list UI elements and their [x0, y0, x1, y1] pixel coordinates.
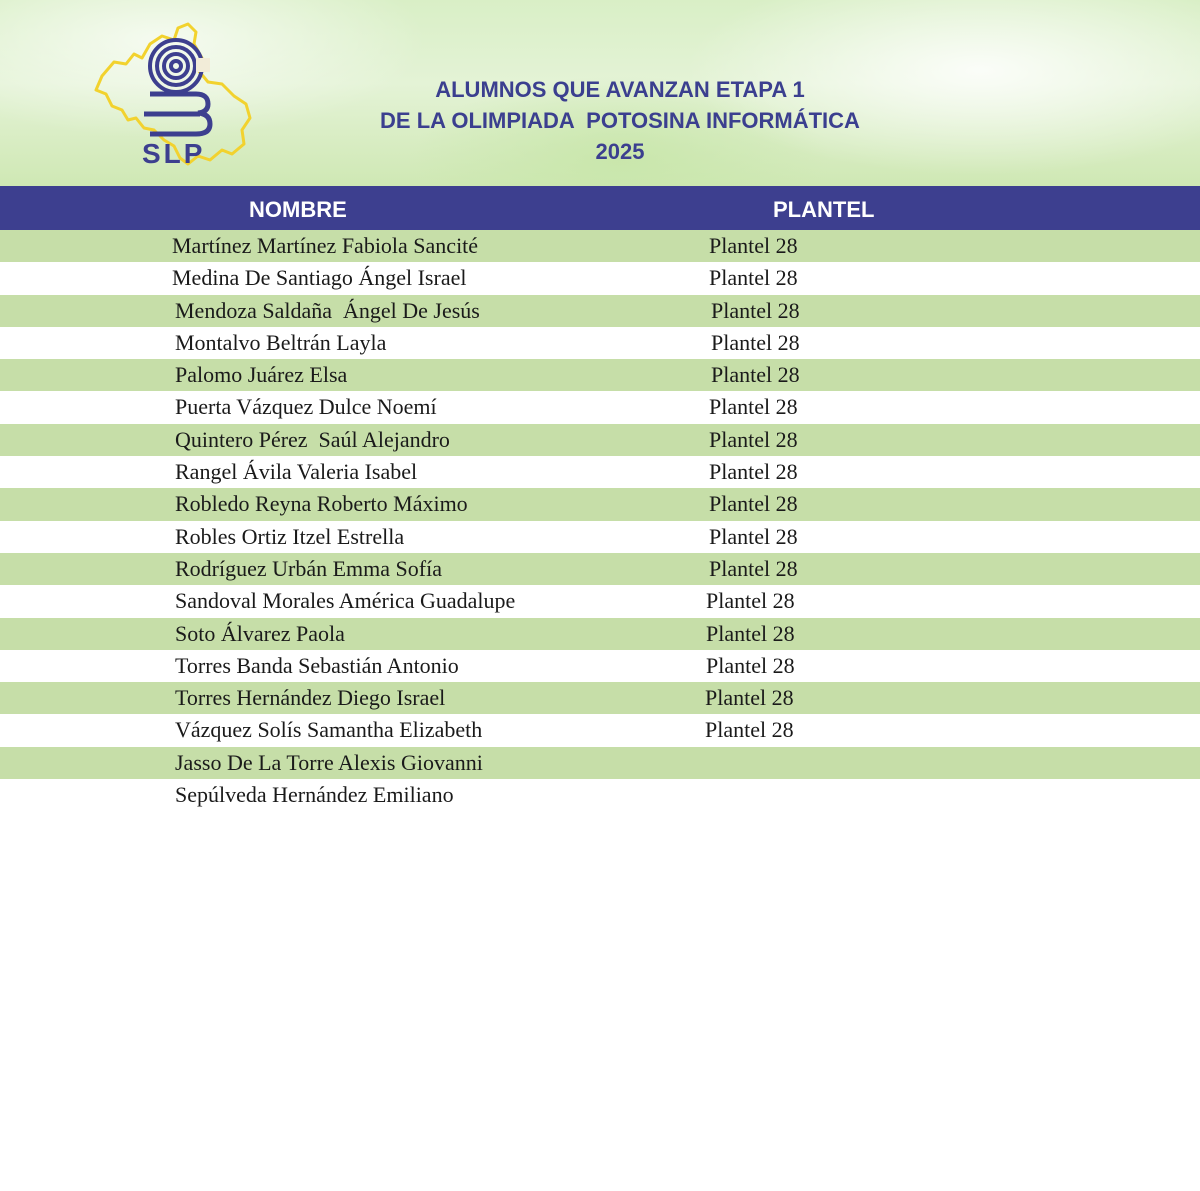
page-title	[300, 74, 940, 167]
table-header	[0, 186, 1200, 230]
table-row	[0, 488, 1200, 520]
student-plantel: Plantel 28	[709, 394, 798, 420]
student-name: Robles Ortiz Itzel Estrella	[175, 523, 405, 549]
student-name: Rangel Ávila Valeria Isabel	[175, 459, 418, 485]
student-name: Martínez Martínez Fabiola Sancité	[172, 233, 479, 258]
column-header-name: NOMBRE	[249, 197, 347, 222]
spiral-icon	[150, 40, 202, 92]
student-plantel: Plantel 28	[711, 329, 800, 355]
student-name: Torres Banda Sebastián Antonio	[175, 652, 459, 678]
header-banner	[0, 0, 1200, 186]
table-row	[0, 714, 1200, 746]
student-plantel: Plantel 28	[709, 459, 798, 485]
student-name: Torres Hernández Diego Israel	[175, 685, 446, 711]
student-plantel: Plantel 28	[706, 588, 795, 614]
student-name: Quintero Pérez Saúl Alejandro	[175, 426, 450, 452]
student-plantel: Plantel 28	[709, 491, 798, 517]
student-plantel: Plantel 28	[711, 362, 800, 388]
table-row	[0, 424, 1200, 456]
student-plantel: Plantel 28	[711, 297, 800, 323]
title-line-3: 2025	[595, 139, 645, 164]
student-name: Palomo Juárez Elsa	[175, 362, 348, 388]
student-name: Vázquez Solís Samantha Elizabeth	[175, 717, 483, 743]
student-plantel: Plantel 28	[709, 265, 798, 291]
table-row	[0, 391, 1200, 423]
logo-text: SLP	[142, 138, 206, 169]
student-name: Soto Álvarez Paola	[175, 620, 345, 646]
student-plantel: Plantel 28	[709, 233, 798, 258]
student-plantel: Plantel 28	[705, 717, 794, 743]
table-row	[0, 230, 1200, 262]
student-name: Jasso De La Torre Alexis Giovanni	[175, 749, 483, 775]
student-name: Puerta Vázquez Dulce Noemí	[175, 394, 437, 420]
table-row	[0, 682, 1200, 714]
table-row	[0, 295, 1200, 327]
table-row	[0, 747, 1200, 779]
table-row	[0, 262, 1200, 294]
student-plantel: Plantel 28	[706, 652, 795, 678]
student-plantel: Plantel 28	[705, 685, 794, 711]
slp-logo	[84, 18, 256, 170]
table-row	[0, 359, 1200, 391]
student-name: Robledo Reyna Roberto Máximo	[175, 491, 468, 517]
table-row	[0, 585, 1200, 617]
table-row	[0, 779, 1200, 811]
title-line-2: DE LA OLIMPIADA POTOSINA INFORMÁTICA	[380, 108, 860, 133]
student-plantel: Plantel 28	[709, 426, 798, 452]
student-name: Sepúlveda Hernández Emiliano	[175, 782, 454, 808]
student-plantel: Plantel 28	[709, 555, 798, 581]
student-name: Mendoza Saldaña Ángel De Jesús	[175, 297, 480, 323]
table-row	[0, 327, 1200, 359]
table-row	[0, 553, 1200, 585]
table-row	[0, 456, 1200, 488]
student-plantel: Plantel 28	[706, 620, 795, 646]
table-row	[0, 618, 1200, 650]
title-line-1: ALUMNOS QUE AVANZAN ETAPA 1	[435, 77, 805, 102]
column-header-plantel: PLANTEL	[773, 197, 875, 222]
student-name: Rodríguez Urbán Emma Sofía	[175, 555, 442, 581]
student-plantel: Plantel 28	[709, 523, 798, 549]
student-name: Montalvo Beltrán Layla	[175, 329, 387, 355]
student-name: Medina De Santiago Ángel Israel	[172, 265, 467, 291]
table-row	[0, 650, 1200, 682]
student-name: Sandoval Morales América Guadalupe	[175, 588, 516, 614]
table-row	[0, 521, 1200, 553]
student-table	[0, 230, 1200, 811]
